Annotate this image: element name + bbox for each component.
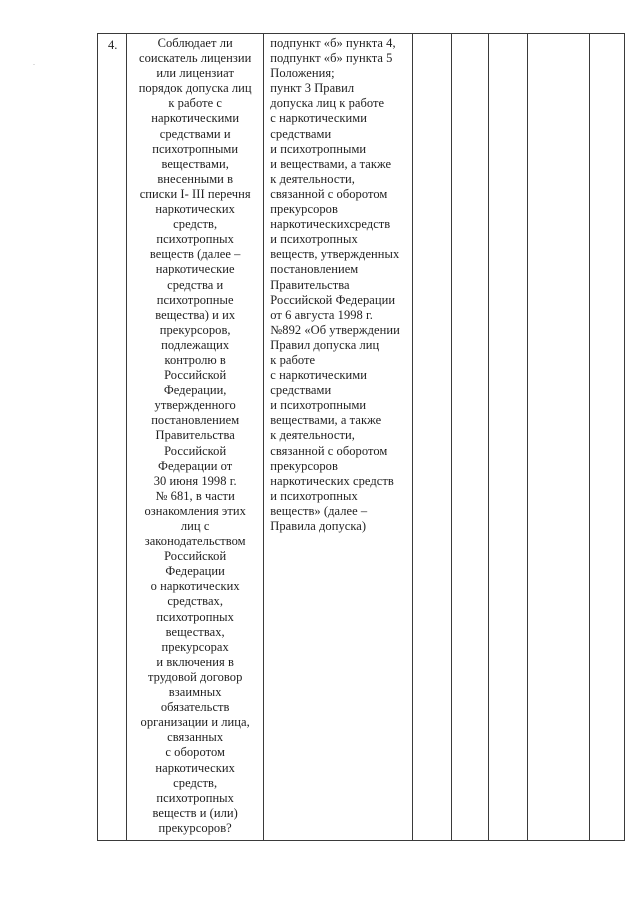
legal-reference-text: подпункт «б» пункта 4, подпункт «б» пункта 5 Положения; пункт 3 Правил допуска лиц к работе с наркотическими средствами и психотропными и веществами, а также к деятельности, связанной с оборотом прекурсоров наркотическихсредств и психотропных веществ, утвержденных постановлением Правительства Российской Федерации от 6 августа 1998 г. №892 «Об утверждении Правил допуска лиц к работе с наркотическими средствами и психотропными веществами, а также к деятельности, связанной с оборотом прекурсоров наркотических средств и психотропных веществ» (далее – Правила допуска): [270, 36, 400, 533]
extra-cell: [589, 34, 624, 841]
answer-cell-no: [451, 34, 488, 841]
row-number: 4.: [108, 38, 118, 52]
answer-cell-yes: [412, 34, 451, 841]
table-row: [98, 34, 625, 841]
scan-margin-mark: .: [33, 58, 35, 67]
reference-cell: [264, 34, 412, 841]
answer-cell-na: [488, 34, 527, 841]
question-text: Соблюдает ли соискатель лицензии или лицензиат порядок допуска лиц к работе с наркотическими средствами и психотропными веществами, внесенными в списки I- III перечня наркотических средств, психотропных веществ (далее – наркотические средства и психотропные вещества) и их прекурсоров, подлежащих контролю в Российской Федерации, утвержденного постановлением Правительства Российской Федерации от 30 июня 1998 г. № 681, в части ознакомления этих лиц с законодательством Российской Федерации о наркотических средствах, психотропных веществах, прекурсорах и включения в трудовой договор взаимных обязательств организации и лица, связанных с оборотом наркотических средств, психотропных веществ и (или) прекурсоров?: [138, 36, 252, 835]
row-number-cell: [98, 34, 127, 841]
notes-cell: [527, 34, 589, 841]
checklist-table: [97, 33, 625, 841]
question-cell: [127, 34, 264, 841]
